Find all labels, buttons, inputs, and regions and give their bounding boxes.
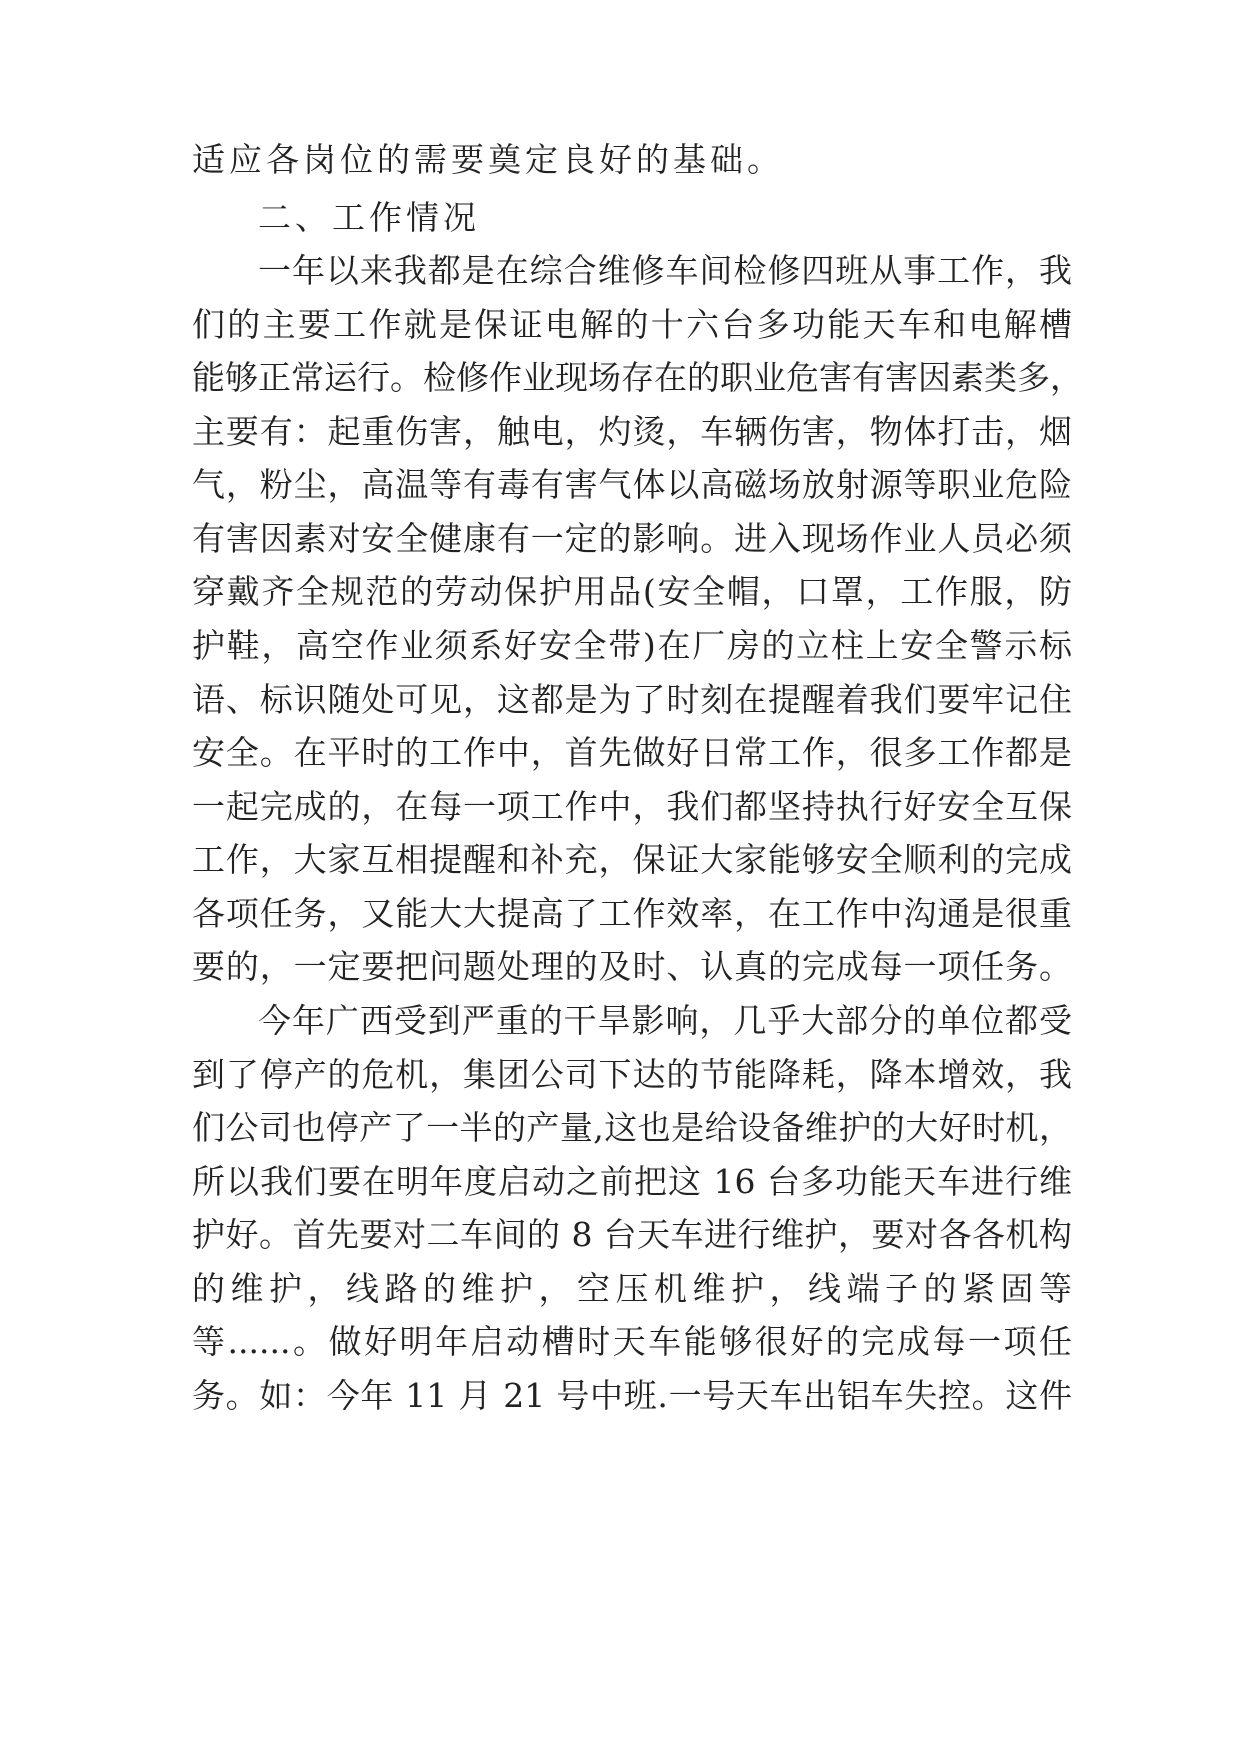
text-line: 要的，一定要把问题处理的及时、认真的完成每一项任务。: [192, 947, 1072, 986]
text-line: 工作，大家互相提醒和补充，保证大家能够安全顺利的完成: [192, 840, 1072, 879]
text-line: 主要有：起重伤害，触电，灼烫，车辆伤害，物体打击，烟: [192, 412, 1072, 451]
text-line: 护鞋，高空作业须系好安全带)在厂房的立柱上安全警示标: [192, 626, 1072, 665]
text-line: 安全。在平时的工作中，首先做好日常工作，很多工作都是: [192, 733, 1072, 772]
text-line: 所以我们要在明年度启动之前把这 16 台多功能天车进行维: [192, 1162, 1072, 1201]
section-heading: 二、工作情况: [258, 198, 480, 237]
text-line: 穿戴齐全规范的劳动保护用品(安全帽，口罩，工作服，防: [192, 572, 1072, 611]
text-line: 的维护，线路的维护，空压机维护，线端子的紧固等: [192, 1269, 1072, 1308]
text-line: 们的主要工作就是保证电解的十六台多功能天车和电解槽: [192, 305, 1072, 344]
text-line: 到了停产的危机，集团公司下达的节能降耗，降本增效，我: [192, 1055, 1072, 1094]
text-line: 一起完成的，在每一项工作中，我们都坚持执行好安全互保: [192, 787, 1072, 826]
text-line: 们公司也停产了一半的产量,这也是给设备维护的大好时机，: [192, 1108, 1072, 1147]
text-line: 等......。做好明年启动槽时天车能够很好的完成每一项任: [192, 1322, 1072, 1361]
text-line: 适应各岗位的需要奠定良好的基础。: [192, 140, 784, 179]
text-line: 气，粉尘，高温等有毒有害气体以高磁场放射源等职业危险: [192, 465, 1072, 504]
text-line: 能够正常运行。检修作业现场存在的职业危害有害因素类多，: [192, 358, 1083, 397]
text-line: 护好。首先要对二车间的 8 台天车进行维护，要对各各机构: [192, 1215, 1072, 1254]
text-line: 各项任务，又能大大提高了工作效率，在工作中沟通是很重: [192, 894, 1072, 933]
text-line: 语、标识随处可见，这都是为了时刻在提醒着我们要牢记住: [192, 680, 1072, 719]
text-line: 一年以来我都是在综合维修车间检修四班从事工作，我: [258, 251, 1072, 290]
text-line: 务。如：今年 11 月 21 号中班.一号天车出铝车失控。这件: [192, 1376, 1072, 1415]
text-line: 有害因素对安全健康有一定的影响。进入现场作业人员必须: [192, 519, 1072, 558]
text-line: 今年广西受到严重的干旱影响，几乎大部分的单位都受: [258, 1001, 1072, 1040]
